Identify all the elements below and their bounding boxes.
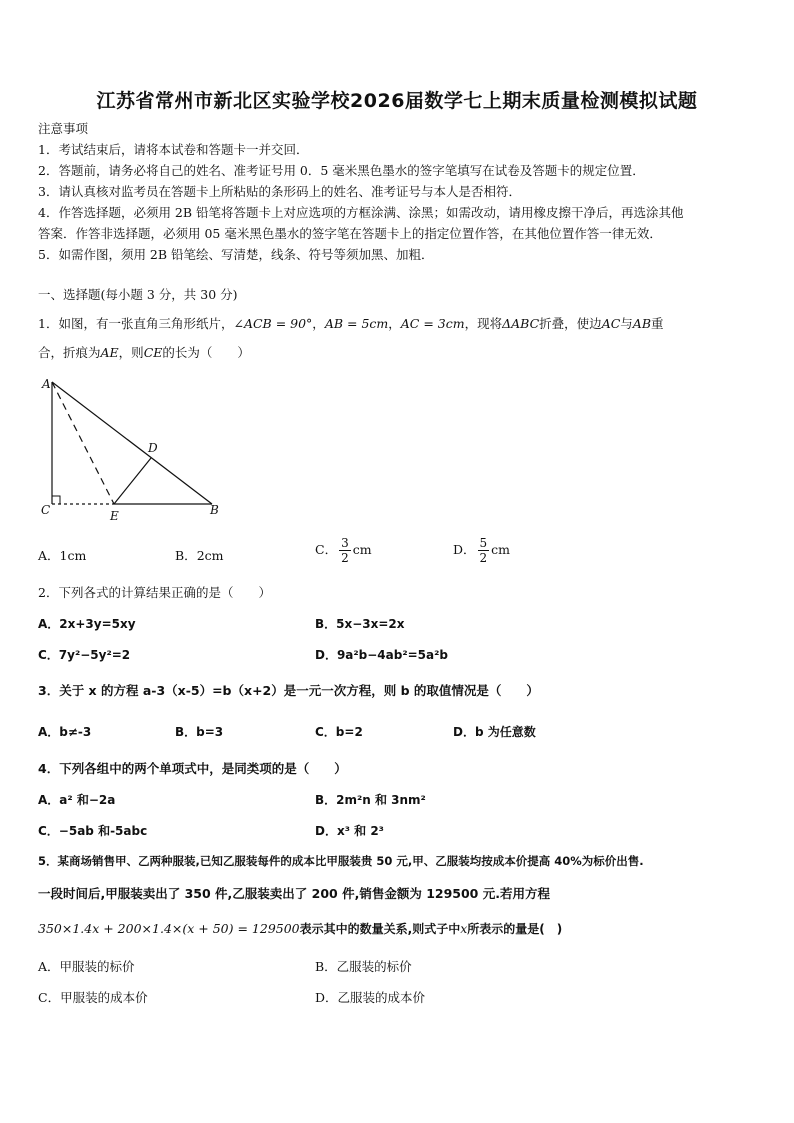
label-b: B xyxy=(210,503,219,517)
question-1-line-2 xyxy=(38,343,250,361)
label-d: D xyxy=(148,441,158,455)
segment-ed xyxy=(114,458,151,504)
label-a: A xyxy=(42,377,51,391)
q2-option-a[interactable]: A．2x+3y=5xy xyxy=(38,617,136,631)
q5-option-d[interactable]: D．乙服装的成本价 xyxy=(315,990,426,1005)
q2-option-c[interactable]: C．7y²−5y²=2 xyxy=(38,648,131,662)
numerator: 5 xyxy=(479,536,488,550)
q1-text: 合，折痕为 xyxy=(38,345,101,360)
option-value: 1cm xyxy=(59,548,87,563)
section-heading: 一、选择题(每小题 3 分，共 30 分) xyxy=(38,287,238,302)
denominator: 2 xyxy=(479,551,488,565)
q1-text: 重 xyxy=(651,316,664,331)
option-label: B． xyxy=(175,548,197,563)
fraction xyxy=(478,536,490,565)
q1-ab: AB = 5cm xyxy=(324,316,389,331)
page-title: 江苏省常州市新北区实验学校2026届数学七上期末质量检测模拟试题 xyxy=(96,90,698,112)
notice-item-3: 3．请认真核对监考员在答题卡上所粘贴的条形码上的姓名、准考证号与本人是否相符． xyxy=(38,184,521,199)
option-label: A． xyxy=(38,548,60,563)
q1-text: 的长为（ ） xyxy=(162,345,250,360)
numerator: 3 xyxy=(341,536,349,550)
question-3-stem: 3．关于 x 的方程 a-3（x-5）=b（x+2）是一元一次方程，则 b 的取值情况是（ ） xyxy=(38,683,539,698)
q2-option-d[interactable]: D．9a²b−4ab²=5a²b xyxy=(315,648,448,662)
q1-option-b[interactable] xyxy=(175,546,224,564)
notice-item-2: 2．答题前，请务必将自己的姓名、准考证号用 0．5 毫米黑色墨水的签字笔填写在试卷及答题卡的规定位置． xyxy=(38,163,645,178)
q5-option-c[interactable]: C．甲服装的成本价 xyxy=(38,990,148,1005)
triangle-figure xyxy=(30,372,230,522)
question-1-line-1 xyxy=(38,314,664,332)
notice-item-5: 5．如需作图，须用 2B 铅笔绘、写清楚，线条、符号等须加黑、加粗． xyxy=(38,247,434,262)
q5-equation: 350×1.4x + 200×1.4×(x + 50) = 129500 xyxy=(38,921,300,936)
q1-text: 折叠，使边 xyxy=(539,316,602,331)
q1-ae: AE xyxy=(100,345,119,360)
option-label: C． xyxy=(315,542,338,557)
q1-sep: ， xyxy=(312,316,325,331)
denominator: 2 xyxy=(341,551,349,565)
label-e: E xyxy=(110,509,119,522)
right-angle-mark xyxy=(52,496,60,504)
question-5-line-1: 5．某商场销售甲、乙两种服装,已知乙服装每件的成本比甲服装贵 50 元,甲、乙服装均按成本价提高 40%为标价出售. xyxy=(38,854,644,868)
q1-text: ，则 xyxy=(118,345,144,360)
q1-option-d[interactable] xyxy=(453,536,510,565)
q1-sep: ， xyxy=(388,316,401,331)
option-unit: cm xyxy=(352,542,372,557)
label-c: C xyxy=(41,503,51,517)
q5-text: 表示其中的数量关系,则式子中 xyxy=(299,922,461,936)
q3-option-c[interactable]: C．b=2 xyxy=(315,725,363,739)
q5-variable: x xyxy=(460,921,468,936)
q3-option-b[interactable]: B．b=3 xyxy=(175,725,224,739)
q1-text: ，现将 xyxy=(464,316,503,331)
q3-option-a[interactable]: A．b≠-3 xyxy=(38,725,92,739)
q1-text: 与 xyxy=(620,316,633,331)
q1-option-c[interactable] xyxy=(315,536,372,565)
notice-item-1: 1．考试结束后，请将本试卷和答题卡一并交回． xyxy=(38,142,309,157)
q1-ac: AC = 3cm xyxy=(400,316,465,331)
option-unit: cm xyxy=(491,542,511,557)
q4-option-d[interactable]: D．x³ 和 2³ xyxy=(315,824,384,838)
q1-text: 1．如图，有一张直角三角形纸片， xyxy=(38,316,234,331)
question-2-stem: 2．下列各式的计算结果正确的是（ ） xyxy=(38,585,271,600)
option-value: 2cm xyxy=(196,548,224,563)
q5-text: 所表示的量是( ) xyxy=(467,922,563,936)
fold-line-ae xyxy=(52,382,114,504)
fraction xyxy=(339,536,351,565)
q5-option-a[interactable]: A．甲服装的标价 xyxy=(38,959,135,974)
option-label: D． xyxy=(453,542,476,557)
q1-triangle: ΔABC xyxy=(502,316,540,331)
q4-option-b[interactable]: B．2m²n 和 3nm² xyxy=(315,793,426,807)
q1-option-a[interactable] xyxy=(38,546,86,564)
question-5-line-3 xyxy=(38,920,562,937)
notice-item-4: 4．作答选择题，必须用 2B 铅笔将答题卡上对应选项的方框涂满、涂黑；如需改动，请用橡皮擦干净后，再选涂其他 xyxy=(38,205,684,220)
q1-angle: ∠ACB = 90° xyxy=(233,316,313,331)
question-4-stem: 4．下列各组中的两个单项式中，是同类项的是（ ） xyxy=(38,761,347,776)
q3-option-d[interactable]: D．b 为任意数 xyxy=(453,725,536,739)
q1-ab2: AB xyxy=(632,316,652,331)
question-5-line-2: 一段时间后,甲服装卖出了 350 件,乙服装卖出了 200 件,销售金额为 129500 元.若用方程 xyxy=(38,886,550,901)
q2-option-b[interactable]: B．5x−3x=2x xyxy=(315,617,405,631)
q4-option-a[interactable]: A．a² 和−2a xyxy=(38,793,116,807)
notice-heading: 注意事项 xyxy=(38,121,89,136)
q4-option-c[interactable]: C．−5ab 和-5abc xyxy=(38,824,148,838)
q1-ce: CE xyxy=(143,345,163,360)
q1-ac2: AC xyxy=(601,316,621,331)
side-ab xyxy=(52,382,212,504)
notice-item-4-cont: 答案．作答非选择题，必须用 05 毫米黑色墨水的签字笔在答题卡上的指定位置作答，在其他位置作答一律无效． xyxy=(38,226,662,241)
q5-option-b[interactable]: B．乙服装的标价 xyxy=(315,959,412,974)
